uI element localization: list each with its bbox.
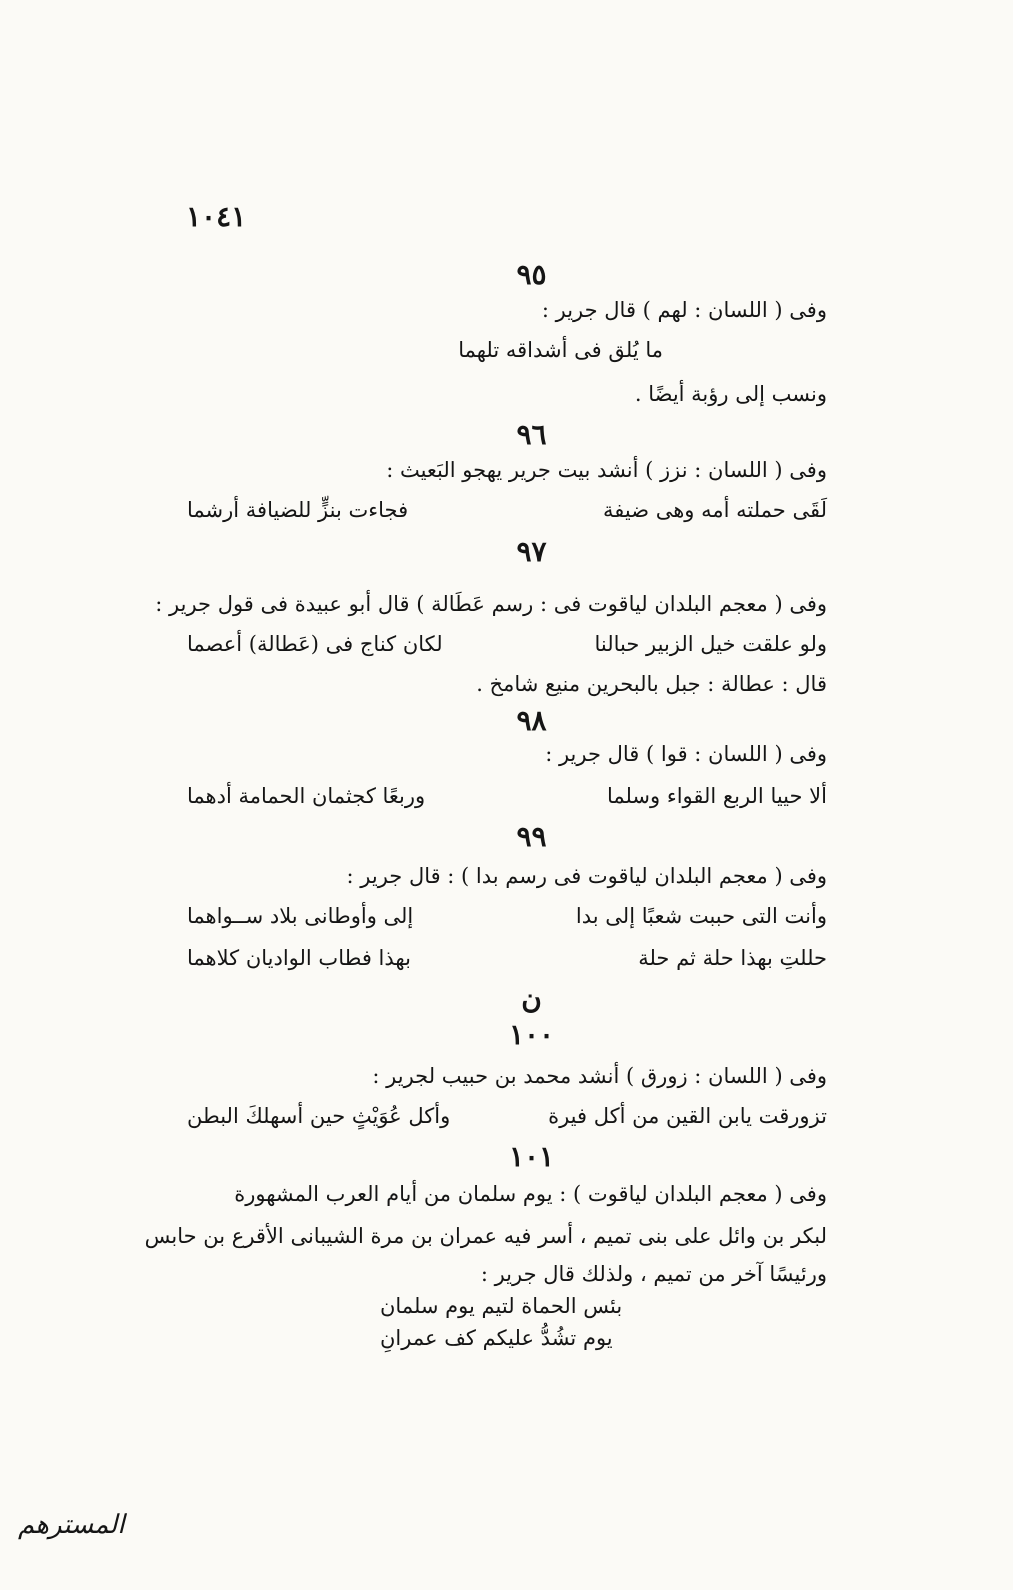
section-letter: ن <box>521 982 542 1015</box>
entry-100-intro: وفى ( اللسان : زورق ) أنشد محمد بن حبيب لجرير : <box>372 1064 827 1088</box>
entry-96-intro: وفى ( اللسان : نزز ) أنشد بيت جرير يهجو البَعيث : <box>386 458 827 482</box>
entry-96-hemistich-2: فجاءت بنزٍّ للضيافة أرشما <box>187 498 409 522</box>
entry-95-note: ونسب إلى رؤبة أيضًا . <box>634 382 827 406</box>
entry-100-verse <box>187 1104 827 1128</box>
entry-97-verse <box>187 632 827 656</box>
entry-99-verse-2 <box>187 946 827 970</box>
entry-number-100: ١٠٠ <box>508 1018 555 1051</box>
entry-number-99: ٩٩ <box>516 820 547 853</box>
entry-99-hemistich-2: إلى وأوطانى بلاد ســواهما <box>187 904 414 928</box>
entry-number-95: ٩٥ <box>516 258 547 291</box>
entry-99-verse-1 <box>187 904 827 928</box>
entry-101-intro: وفى ( معجم البلدان لياقوت ) : يوم سلمان من أيام العرب المشهورة <box>234 1182 827 1206</box>
entry-97-hemistich-2: لكان كناج فى (عَطالة) أعصما <box>187 632 443 656</box>
logo-stamp: المسترهم <box>18 1510 125 1540</box>
entry-99-intro: وفى ( معجم البلدان لياقوت فى رسم بدا ) : قال جرير : <box>346 864 827 888</box>
entry-100-hemistich-1: تزورقت يابن القين من أكل فيرة <box>548 1104 827 1128</box>
entry-99-hemistich-3: حللتِ بهذا حلة ثم حلة <box>638 946 827 970</box>
entry-98-hemistich-2: وربعًا كجثمان الحمامة أدهما <box>187 784 426 808</box>
entry-97-hemistich-1: ولو علقت خيل الزبير حبالنا <box>594 632 827 656</box>
entry-101-line-2: لبكر بن وائل على بنى تميم ، أسر فيه عمران بن مرة الشيبانى الأقرع بن حابس <box>144 1224 827 1248</box>
entry-number-98: ٩٨ <box>516 704 547 737</box>
page-number: ١٠٤١ <box>186 200 247 233</box>
entry-99-hemistich-4: بهذا فطاب الواديان كلاهما <box>187 946 411 970</box>
entry-97-note: قال : عطالة : جبل بالبحرين منيع شامخ . <box>476 672 827 696</box>
entry-number-101: ١٠١ <box>508 1140 555 1173</box>
entry-101-verse-line-2: يوم تشُدُّ عليكم كف عمرانِ <box>380 1326 613 1350</box>
entry-95-verse: ما يُلق فى أشداقه تلهما <box>458 338 663 362</box>
entry-97-intro: وفى ( معجم البلدان لياقوت فى : رسم عَطَالة ) قال أبو عبيدة فى قول جرير : <box>155 592 827 616</box>
entry-number-97: ٩٧ <box>516 535 547 568</box>
entry-98-verse <box>187 784 827 808</box>
entry-101-line-3: ورئيسًا آخر من تميم ، ولذلك قال جرير : <box>480 1262 827 1286</box>
entry-96-verse <box>187 498 827 522</box>
entry-96-hemistich-1: لَقَى حملته أمه وهى ضيفة <box>602 498 827 522</box>
entry-101-verse-line-1: بئس الحماة لتيم يوم سلمان <box>380 1294 623 1318</box>
entry-98-hemistich-1: ألا حييا الربع القواء وسلما <box>606 784 827 808</box>
entry-95-intro: وفى ( اللسان : لهم ) قال جرير : <box>541 298 827 322</box>
entry-100-hemistich-2: وأكل عُوَيْثٍ حين أسهلكَ البطن <box>187 1104 451 1128</box>
entry-99-hemistich-1: وأنت التى حببت شعبًا إلى بدا <box>575 904 827 928</box>
entry-number-96: ٩٦ <box>516 418 547 451</box>
entry-98-intro: وفى ( اللسان : قوا ) قال جرير : <box>545 742 827 766</box>
